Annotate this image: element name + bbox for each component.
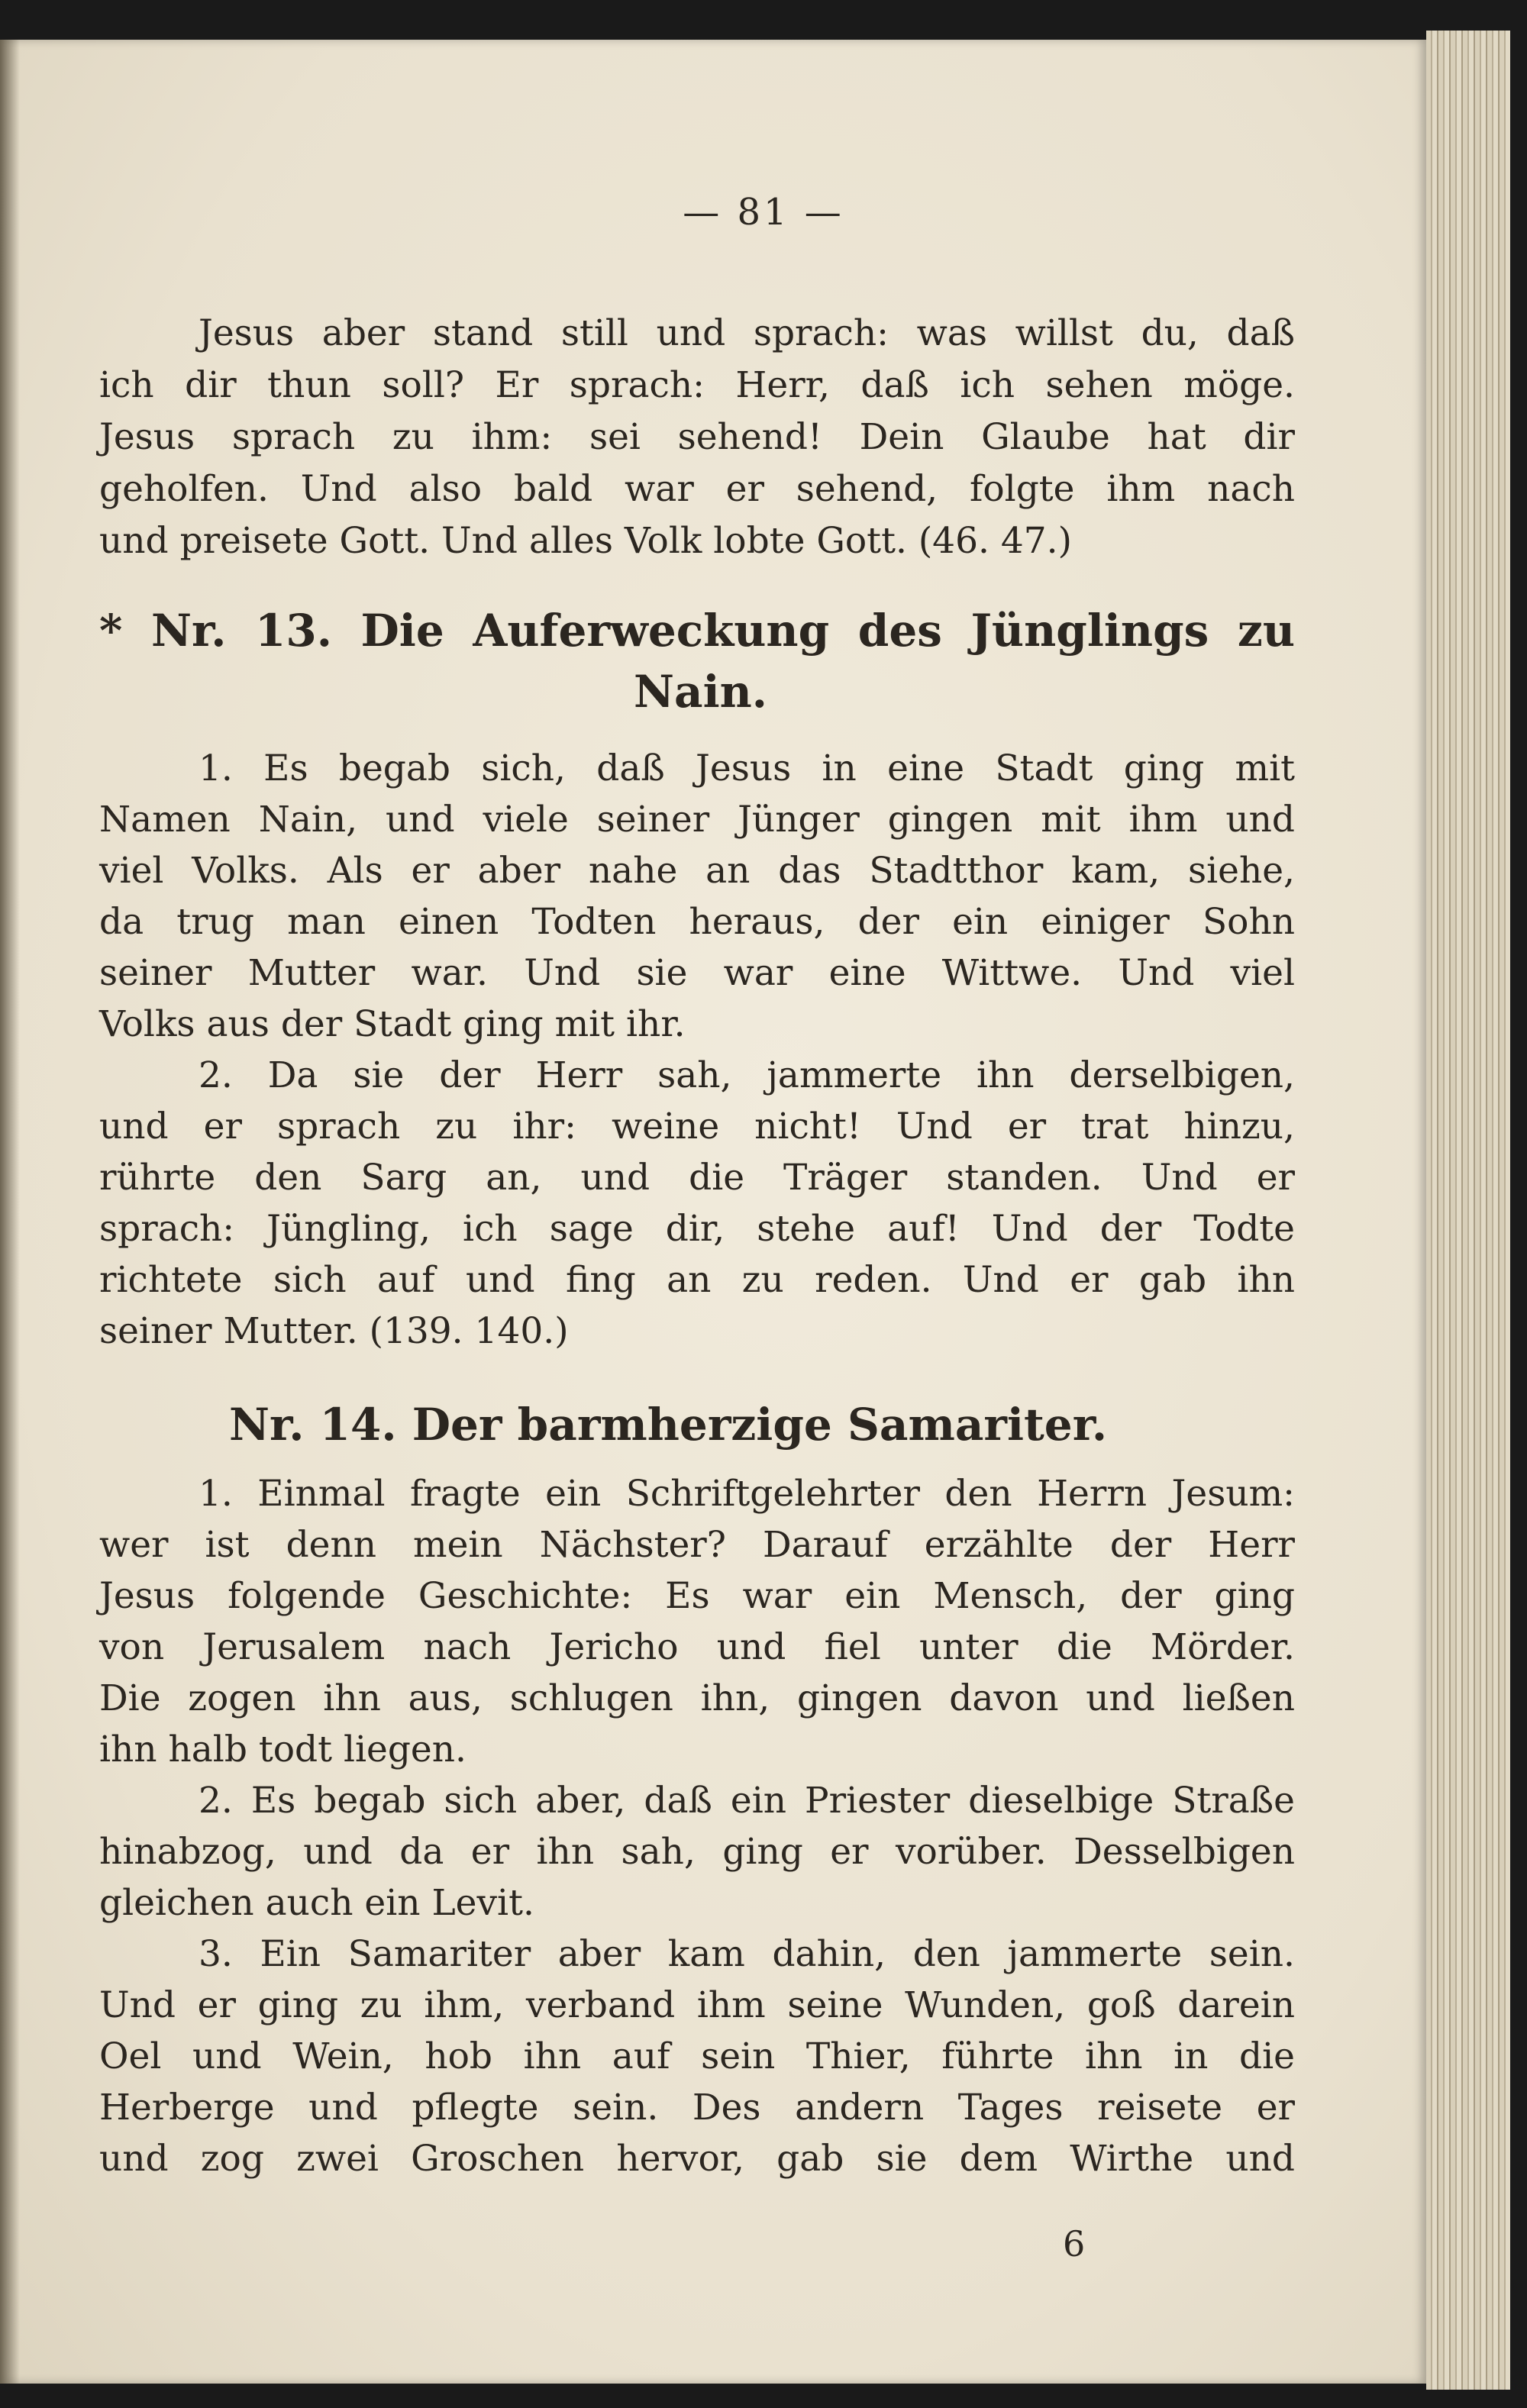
- text-line: Jesus sprach zu ihm: sei sehend! Dein Glaube hat dir: [99, 416, 1295, 458]
- text-line: hinabzog, und da er ihn sah, ging er vorüber. Desselbigen: [99, 1831, 1295, 1873]
- text-line: da trug man einen Todten heraus, der ein einiger Sohn: [99, 901, 1295, 943]
- text-line: seiner Mutter. (139. 140.): [99, 1310, 569, 1352]
- text-line: seiner Mutter war. Und sie war eine Wittwe. Und viel: [99, 952, 1295, 994]
- text-line: 1. Es begab sich, daß Jesus in eine Stadt ging mit: [199, 747, 1295, 789]
- text-line: Volks aus der Stadt ging mit ihr.: [99, 1003, 686, 1045]
- text-line: rührte den Sarg an, und die Träger standen. Und er: [99, 1157, 1295, 1199]
- text-line: 1. Einmal fragte ein Schriftgelehrter den Herrn Jesum:: [199, 1473, 1295, 1515]
- text-line: und preisete Gott. Und alles Volk lobte Gott. (46. 47.): [99, 520, 1072, 562]
- text-line: und er sprach zu ihr: weine nicht! Und er trat hinzu,: [99, 1106, 1295, 1148]
- text-line: Die zogen ihn aus, schlugen ihn, gingen davon und ließen: [99, 1677, 1295, 1719]
- text-line: gleichen auch ein Levit.: [99, 1882, 534, 1924]
- text-line: und zog zwei Groschen hervor, gab sie dem Wirthe und: [99, 2138, 1295, 2180]
- text-line: ihn halb todt liegen.: [99, 1729, 466, 1770]
- section-heading-continued: Nain.: [634, 666, 767, 718]
- text-line: Herberge und pflegte sein. Des andern Tages reisete er: [99, 2087, 1295, 2129]
- text-line: 2. Es begab sich aber, daß ein Priester dieselbige Straße: [199, 1780, 1295, 1822]
- text-line: Namen Nain, und viele seiner Jünger gingen mit ihm und: [99, 799, 1295, 841]
- text-line: Und er ging zu ihm, verband ihm seine Wunden, goß darein: [99, 1984, 1295, 2026]
- text-line: Jesus folgende Geschichte: Es war ein Mensch, der ging: [99, 1575, 1295, 1617]
- text-line: 2. Da sie der Herr sah, jammerte ihn derselbigen,: [199, 1054, 1295, 1096]
- signature-mark: 6: [1063, 2223, 1086, 2264]
- section-heading: * Nr. 13. Die Auferweckung des Jünglings zu: [99, 605, 1295, 657]
- page-header: — 81 —: [683, 191, 844, 234]
- text-line: geholfen. Und also bald war er sehend, folgte ihm nach: [99, 468, 1295, 510]
- section-heading: Nr. 14. Der barmherzige Samariter.: [229, 1399, 1108, 1451]
- text-line: 3. Ein Samariter aber kam dahin, den jammerte sein.: [199, 1933, 1295, 1975]
- text-line: wer ist denn mein Nächster? Darauf erzählte der Herr: [99, 1524, 1295, 1566]
- text-line: Jesus aber stand still und sprach: was willst du, daß: [199, 312, 1295, 354]
- text-line: richtete sich auf und fing an zu reden. Und er gab ihn: [99, 1259, 1295, 1301]
- text-line: sprach: Jüngling, ich sage dir, stehe auf! Und der Todte: [99, 1208, 1295, 1250]
- spine-shadow: [0, 40, 20, 2384]
- text-line: von Jerusalem nach Jericho und fiel unter die Mörder.: [99, 1626, 1295, 1668]
- text-line: Oel und Wein, hob ihn auf sein Thier, führte ihn in die: [99, 2035, 1295, 2077]
- page-edges: [1426, 31, 1510, 2390]
- text-line: ich dir thun soll? Er sprach: Herr, daß ich sehen möge.: [99, 364, 1295, 406]
- text-line: viel Volks. Als er aber nahe an das Stadtthor kam, siehe,: [99, 850, 1295, 892]
